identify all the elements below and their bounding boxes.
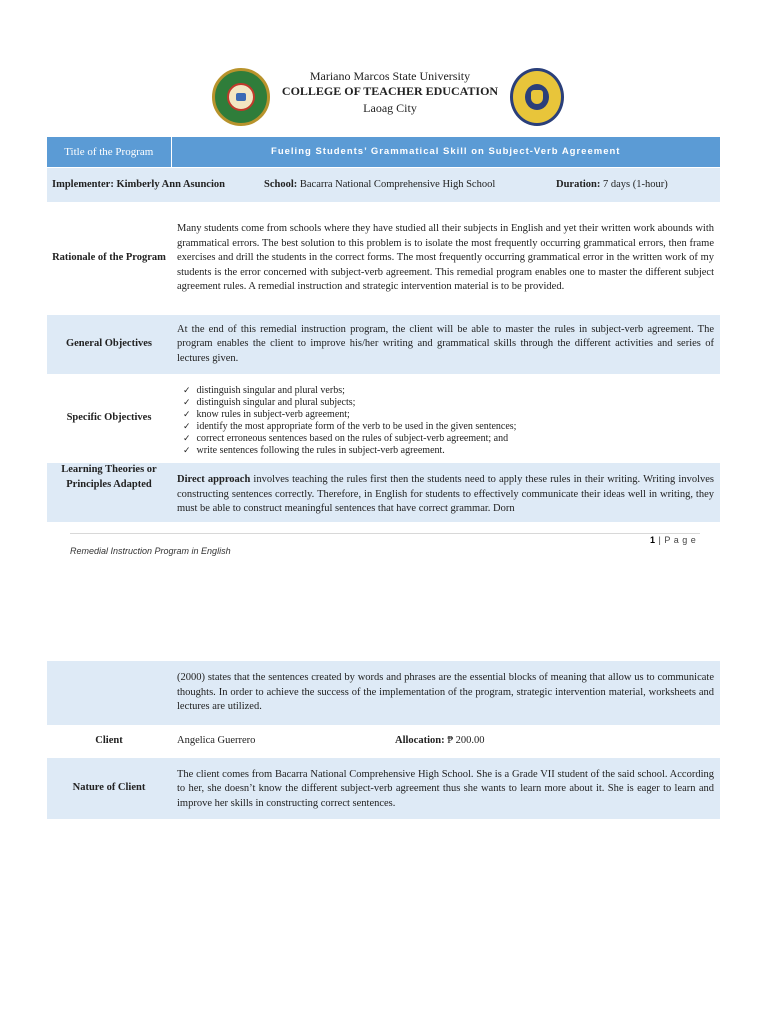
footer-title: Remedial Instruction Program in English [70,546,231,556]
client-label: Client [47,725,171,757]
theories-lead: Direct approach [177,474,251,485]
theories-row [47,463,720,523]
list-item: ✓ correct erroneous sentences based on the rules of subject-verb agreement; and [197,433,714,445]
rationale-label: Rationale of the Program [47,203,171,315]
implementer-row [47,168,720,203]
list-item: ✓ distinguish singular and plural verbs; [197,385,714,397]
list-item: ✓ know rules in subject-verb agreement; [197,409,714,421]
general-objectives-row [47,315,720,375]
client-value: Angelica Guerrero [177,734,256,746]
college-seal-icon [510,68,564,126]
list-item: ✓ distinguish singular and plural subjects; [197,397,714,409]
allocation-label: Allocation: [395,734,445,746]
rationale-text: Many students come from schools where they have studied all their subjects in English and yet their written work abounds with grammatical errors. The best solution to this problem is to isolate the most frequently occurring grammatical errors, then frame exercises and drill the students in the correct forms. The most frequently occurring grammatical error in the written work of my students is the error concerned with subject-verb agreement. This remedial program enables one to master the different subject agreement rules. A remedial instruction and strategic intervention material is to be provided. [171,203,720,315]
theories-label: Learning Theories or Principles Adapted [47,463,171,523]
title-label: Title of the Program [47,137,171,168]
general-objectives-label: General Objectives [47,315,171,375]
allocation-value: ₱ 200.00 [447,734,485,746]
school-value: Bacarra National Comprehensive High School [299,178,496,190]
rationale-row [47,203,720,315]
city-name: Laoag City [363,101,417,115]
general-objectives-text: At the end of this remedial instruction program, the client will be able to master the rules in subject-verb agreement. The program enables the client to improve his/her writing and grammatical skills through the different activities and series of lectures given. [171,315,720,375]
continued-text: (2000) states that the sentences created by words and phrases are the essential blocks of meaning that allow us to communicate thoughts. In order to achieve the success of the implementation of the program, strategic intervention material, worksheets and lectures are utilized. [171,661,720,725]
nature-row [47,757,720,819]
page-number: 1 | P a g e [650,535,697,545]
specific-objectives-list [177,385,714,457]
program-table-continued [47,661,720,820]
letterhead [0,64,768,134]
implementer-value: Kimberly Ann Asuncion [116,178,225,190]
university-seal-icon [212,68,270,126]
specific-objectives-row [47,375,720,463]
implementer-label: Implementer: [52,178,114,190]
theories-text: involves teaching the rules first then the students need to apply these rules in their writing. Writing involves constructing sentences correctly. Therefore, in English for students to effectively communicate their ideas well in writing, they must be able to construct meaningful sentences that have correct grammar. Dorn [177,474,714,514]
title-value: Fueling Students’ Grammatical Skill on Subject-Verb Agreement [171,137,720,168]
list-item: ✓ identify the most appropriate form of the verb to be used in the given sentences; [197,421,714,433]
specific-objectives-label: Specific Objectives [47,375,171,463]
nature-text: The client comes from Bacarra National Comprehensive High School. She is a Grade VII student of the said school. According to her, she doesn’t know the different subject-verb agreement thus she wants to learn more about it. She is eager to learn and improve her skills in constructing correct sentences. [171,757,720,819]
duration-value: 7 days (1-hour) [602,178,668,190]
duration-label: Duration: [556,178,601,190]
college-name: COLLEGE OF TEACHER EDUCATION [281,84,499,98]
list-item: ✓ write sentences following the rules in subject-verb agreement. [197,445,714,457]
university-name: Mariano Marcos State University [309,69,471,83]
program-table [47,137,720,523]
client-row [47,725,720,757]
school-label: School: [264,178,298,190]
footer-divider [70,533,700,534]
nature-label: Nature of Client [47,757,171,819]
title-row [47,137,720,168]
continued-row [47,661,720,725]
